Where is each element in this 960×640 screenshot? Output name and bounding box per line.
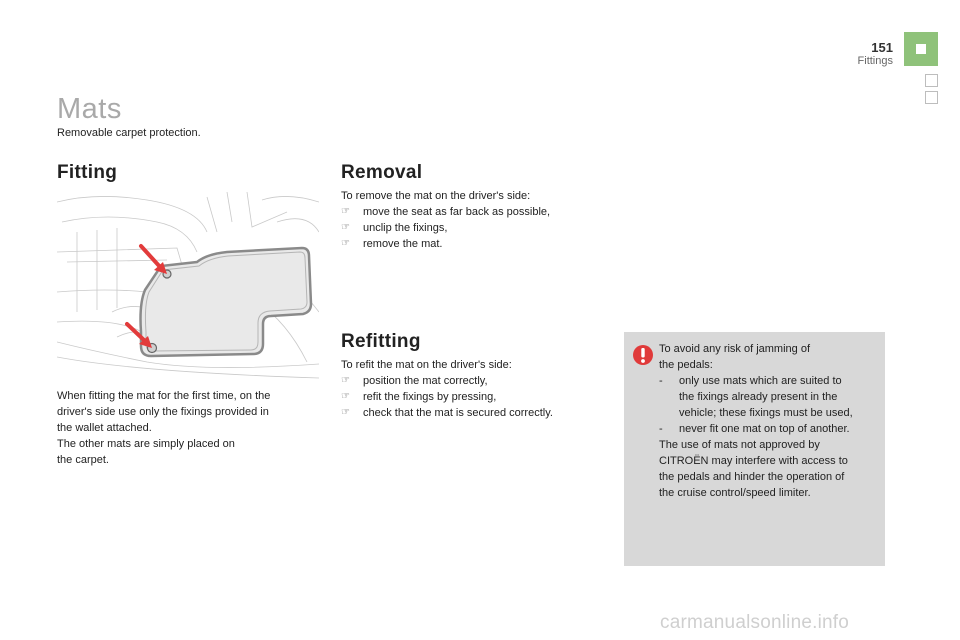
chapter-tab-empty[interactable]: [925, 91, 938, 104]
warning-line: The use of mats not approved by: [659, 439, 820, 451]
list-item: ☞ move the seat as far back as possible,: [341, 206, 551, 218]
warning-line: never fit one mat on top of another.: [679, 423, 850, 435]
fitting-paragraph: [57, 388, 307, 468]
removal-steps: [341, 204, 601, 252]
tab-marker: [916, 44, 926, 54]
mat-fixing-illustration: [57, 192, 319, 382]
paragraph-line: the carpet.: [57, 454, 109, 466]
dash-marker: -: [659, 423, 663, 435]
list-item: ☞ refit the fixings by pressing,: [341, 391, 497, 403]
arrow-icon: [141, 246, 161, 268]
chapter-tab-empty[interactable]: [925, 74, 938, 87]
page-title: Mats: [57, 93, 122, 125]
list-item: ☞ remove the mat.: [341, 238, 443, 250]
removal-intro: To remove the mat on the driver's side:: [341, 190, 531, 202]
floor-mat: [141, 248, 312, 356]
dash-marker: -: [659, 375, 663, 387]
warning-item: [659, 421, 881, 437]
hand-pointer-icon: ☞: [341, 238, 350, 249]
hand-pointer-icon: ☞: [341, 206, 350, 217]
watermark: carmanualsonline.info: [660, 612, 850, 633]
removal-heading: Removal: [341, 162, 423, 183]
list-item: ☞ position the mat correctly,: [341, 375, 488, 387]
refitting-heading: Refitting: [341, 331, 421, 352]
list-item: ☞ check that the mat is secured correctly.: [341, 407, 553, 419]
paragraph-line: When fitting the mat for the first time, on the: [57, 390, 271, 402]
refitting-intro: To refit the mat on the driver's side:: [341, 359, 512, 371]
paragraph-line: the wallet attached.: [57, 422, 152, 434]
warning-line: the fixings already present in the: [679, 391, 838, 403]
warning-item: [659, 373, 881, 421]
hand-pointer-icon: ☞: [341, 222, 350, 233]
warning-exclamation-icon: [632, 344, 654, 366]
warning-line: vehicle; these fixings must be used,: [679, 407, 853, 419]
warning-line: CITROËN may interfere with access to: [659, 455, 848, 467]
chapter-tab-active[interactable]: [904, 32, 938, 66]
section-name: Fittings: [857, 55, 893, 67]
paragraph-line: driver's side use only the fixings provided in: [57, 406, 269, 418]
warning-box: [624, 332, 885, 566]
list-item: ☞ unclip the fixings,: [341, 222, 448, 234]
refitting-steps: [341, 373, 611, 421]
warning-line: the pedals and hinder the operation of: [659, 471, 845, 483]
warning-line: the cruise control/speed limiter.: [659, 487, 811, 499]
paragraph-line: The other mats are simply placed on: [57, 438, 235, 450]
warning-line: only use mats which are suited to: [679, 375, 842, 387]
hand-pointer-icon: ☞: [341, 375, 350, 386]
hand-pointer-icon: ☞: [341, 391, 350, 402]
hand-pointer-icon: ☞: [341, 407, 350, 418]
page-number: 151: [871, 40, 893, 55]
page-subtitle: Removable carpet protection.: [57, 127, 201, 139]
warning-text: [659, 341, 881, 501]
warning-line: To avoid any risk of jamming of: [659, 343, 811, 355]
warning-line: the pedals:: [659, 359, 713, 371]
fitting-heading: Fitting: [57, 162, 118, 183]
